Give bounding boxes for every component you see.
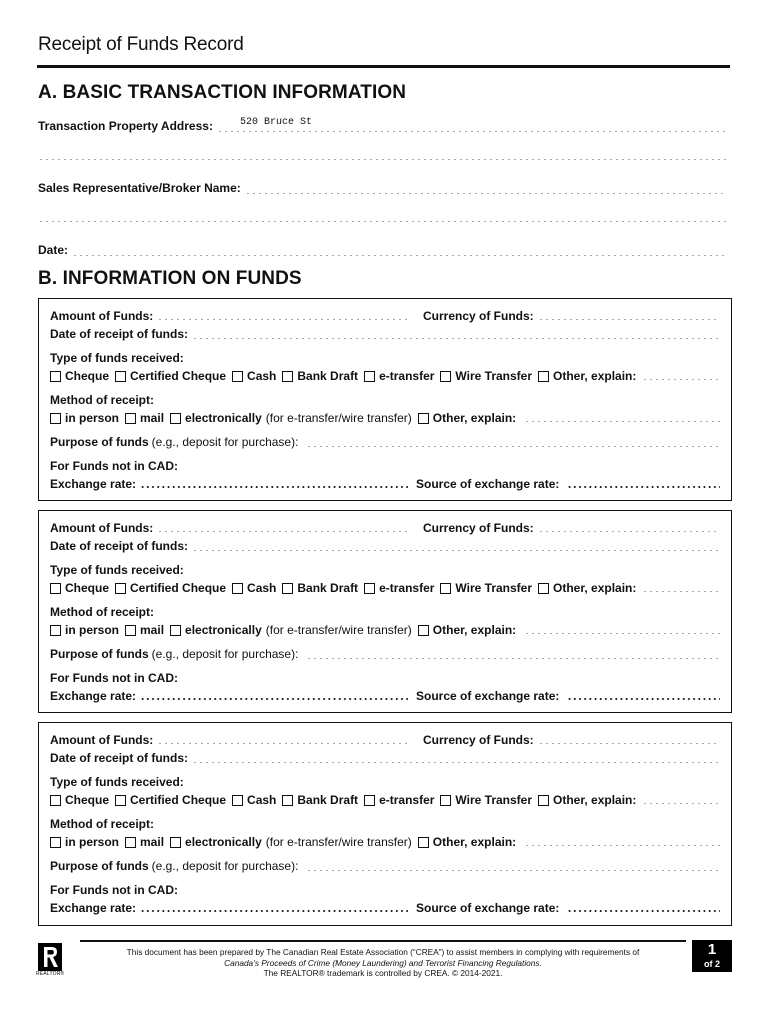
amount-currency-row [50,733,720,748]
type-label-row [50,351,720,366]
document-title: Receipt of Funds Record [38,34,244,55]
type-e-transfer-label: e-transfer [379,369,435,383]
type-e-transfer-label: e-transfer [379,793,435,807]
purpose-row [50,435,720,450]
type-cash-label: Cash [247,581,277,595]
purpose-field[interactable] [306,870,720,871]
funds-record-box [38,722,732,926]
exchange-rate-field[interactable] [140,486,408,488]
type-cheque-label: Cheque [65,581,110,595]
method-mail-label: mail [140,623,165,637]
type-bank-draft-label: Bank Draft [297,369,359,383]
not-cad-label: For Funds not in CAD: [50,883,178,897]
type-other-label: Other, explain: [553,369,637,383]
checkbox-cheque[interactable] [50,371,61,382]
type-certified-label: Certified Cheque [130,369,227,383]
purpose-label: Purpose of funds [50,435,149,449]
amount-label: Amount of Funds: [50,733,154,747]
method-label-row [50,817,720,832]
checkbox-e-transfer[interactable] [364,371,375,382]
purpose-label: Purpose of funds [50,647,149,661]
type-wire-label: Wire Transfer [455,369,533,383]
checkbox-in-person[interactable] [50,625,61,636]
exchange-source-label: Source of exchange rate: [416,477,560,491]
method-in-person-label: in person [65,835,120,849]
exchange-row [50,477,720,492]
method-mail-label: mail [140,411,165,425]
page-total: of 2 [703,959,720,969]
type-label-row [50,775,720,790]
funds-record-box [38,510,732,713]
checkbox-certified-cheque[interactable] [115,583,126,594]
type-other-field[interactable] [642,379,720,380]
exchange-rate-field[interactable] [140,910,408,912]
type-label-row [50,563,720,578]
type-label: Type of funds received: [50,351,184,365]
date-receipt-label: Date of receipt of funds: [50,751,189,765]
method-in-person-label: in person [65,623,120,637]
method-electronic-label: electronically [185,411,262,425]
exchange-source-field[interactable] [567,910,720,912]
rep-name-field[interactable] [245,193,726,194]
property-address-row [38,119,726,135]
type-other-label: Other, explain: [553,581,637,595]
type-other-field[interactable] [642,591,720,592]
currency-label: Currency of Funds: [423,521,534,535]
type-cheque-label: Cheque [65,793,110,807]
footer-line-2: Canada’s Proceeds of Crime (Money Laundering) and Terrorist Financing Regulations. [224,957,542,968]
date-receipt-row [50,539,720,554]
realtor-logo-icon [37,942,63,972]
date-field[interactable] [72,255,726,256]
amount-label: Amount of Funds: [50,521,154,535]
type-certified-label: Certified Cheque [130,581,227,595]
realtor-logo-text: REALTOR® [36,971,65,977]
type-options-row [50,581,720,596]
not-cad-row [50,459,720,474]
type-cash-label: Cash [247,793,277,807]
not-cad-row [50,883,720,898]
method-other-field[interactable] [524,633,720,634]
currency-field[interactable] [538,319,720,320]
funds-record-box [38,298,732,501]
date-receipt-row [50,327,720,342]
method-electronic-note: (for e-transfer/wire transfer) [265,411,412,425]
not-cad-label: For Funds not in CAD: [50,459,178,473]
checkbox-mail[interactable] [125,837,136,848]
amount-currency-row [50,309,720,324]
checkbox-cheque[interactable] [50,795,61,806]
method-other-field[interactable] [524,845,720,846]
checkbox-other-type[interactable] [538,583,549,594]
not-cad-row [50,671,720,686]
checkbox-wire-transfer[interactable] [440,795,451,806]
checkbox-in-person[interactable] [50,837,61,848]
section-a-heading: A. BASIC TRANSACTION INFORMATION [38,82,407,103]
method-other-field[interactable] [524,421,720,422]
footer-disclaimer [80,947,686,979]
date-receipt-label: Date of receipt of funds: [50,539,189,553]
method-options-row [50,411,720,426]
purpose-note: (e.g., deposit for purchase): [151,647,299,661]
footer-rule [80,940,686,942]
title-rule [37,65,730,68]
exchange-row [50,689,720,704]
method-options-row [50,835,720,850]
method-electronic-note: (for e-transfer/wire transfer) [265,835,412,849]
method-other-label: Other, explain: [432,835,517,849]
purpose-row [50,859,720,874]
checkbox-cash[interactable] [232,583,243,594]
rep-name-row [38,181,726,197]
page-number: 1 [707,941,717,958]
type-options-row [50,793,720,808]
page-number-badge [692,940,732,972]
checkbox-mail[interactable] [125,625,136,636]
checkbox-certified-cheque[interactable] [115,795,126,806]
type-e-transfer-label: e-transfer [379,581,435,595]
purpose-field[interactable] [306,658,720,659]
purpose-label: Purpose of funds [50,859,149,873]
type-wire-label: Wire Transfer [455,793,533,807]
exchange-rate-label: Exchange rate: [50,477,137,491]
method-other-label: Other, explain: [432,411,517,425]
type-label: Type of funds received: [50,563,184,577]
rep-name-label: Sales Representative/Broker Name: [38,181,241,195]
type-other-label: Other, explain: [553,793,637,807]
date-receipt-row [50,751,720,766]
checkbox-in-person[interactable] [50,413,61,424]
method-label-row [50,393,720,408]
footer-line-1: This document has been prepared by The Canadian Real Estate Association (“CREA”) to assist members in complying with requirements of [126,947,640,957]
currency-field[interactable] [538,743,720,744]
type-options-row [50,369,720,384]
date-receipt-field[interactable] [192,762,720,763]
checkbox-cheque[interactable] [50,583,61,594]
date-label: Date: [38,243,69,257]
exchange-row [50,901,720,916]
checkbox-bank-draft[interactable] [282,371,293,382]
method-options-row [50,623,720,638]
amount-field[interactable] [157,319,411,320]
date-receipt-field[interactable] [192,338,720,339]
checkbox-cash[interactable] [232,371,243,382]
property-address-line-2[interactable] [38,159,726,160]
method-label: Method of receipt: [50,605,154,619]
amount-currency-row [50,521,720,536]
checkbox-other-type[interactable] [538,795,549,806]
method-in-person-label: in person [65,411,120,425]
method-other-label: Other, explain: [432,623,517,637]
currency-field[interactable] [538,531,720,532]
checkbox-electronically[interactable] [170,413,181,424]
exchange-source-label: Source of exchange rate: [416,901,560,915]
type-other-field[interactable] [642,803,720,804]
exchange-rate-label: Exchange rate: [50,689,137,703]
checkbox-other-method[interactable] [418,625,429,636]
exchange-rate-label: Exchange rate: [50,901,137,915]
amount-field[interactable] [157,743,411,744]
property-address-label: Transaction Property Address: [38,119,213,133]
checkbox-e-transfer[interactable] [364,583,375,594]
type-label: Type of funds received: [50,775,184,789]
purpose-field[interactable] [306,446,720,447]
currency-label: Currency of Funds: [423,309,534,323]
section-b-heading: B. INFORMATION ON FUNDS [38,268,302,289]
date-receipt-field[interactable] [192,550,720,551]
checkbox-bank-draft[interactable] [282,795,293,806]
rep-name-line-2[interactable] [38,221,726,222]
type-cheque-label: Cheque [65,369,110,383]
footer-line-3: The REALTOR® trademark is controlled by CREA. © 2014-2021. [263,968,503,978]
amount-field[interactable] [157,531,411,532]
type-bank-draft-label: Bank Draft [297,793,359,807]
type-bank-draft-label: Bank Draft [297,581,359,595]
checkbox-bank-draft[interactable] [282,583,293,594]
type-certified-label: Certified Cheque [130,793,227,807]
not-cad-label: For Funds not in CAD: [50,671,178,685]
purpose-note: (e.g., deposit for purchase): [151,859,299,873]
checkbox-electronically[interactable] [170,625,181,636]
checkbox-certified-cheque[interactable] [115,371,126,382]
checkbox-other-method[interactable] [418,837,429,848]
amount-label: Amount of Funds: [50,309,154,323]
checkbox-other-type[interactable] [538,371,549,382]
checkbox-wire-transfer[interactable] [440,583,451,594]
checkbox-mail[interactable] [125,413,136,424]
checkbox-other-method[interactable] [418,413,429,424]
method-electronic-note: (for e-transfer/wire transfer) [265,623,412,637]
method-label: Method of receipt: [50,393,154,407]
exchange-source-field[interactable] [567,486,720,488]
method-mail-label: mail [140,835,165,849]
method-label: Method of receipt: [50,817,154,831]
checkbox-e-transfer[interactable] [364,795,375,806]
property-address-value: 520 Bruce St [240,117,313,128]
date-receipt-label: Date of receipt of funds: [50,327,189,341]
method-electronic-label: electronically [185,623,262,637]
purpose-row [50,647,720,662]
date-row [38,243,726,259]
method-label-row [50,605,720,620]
currency-label: Currency of Funds: [423,733,534,747]
checkbox-electronically[interactable] [170,837,181,848]
exchange-rate-field[interactable] [140,698,408,700]
type-wire-label: Wire Transfer [455,581,533,595]
exchange-source-field[interactable] [567,698,720,700]
checkbox-cash[interactable] [232,795,243,806]
checkbox-wire-transfer[interactable] [440,371,451,382]
exchange-source-label: Source of exchange rate: [416,689,560,703]
purpose-note: (e.g., deposit for purchase): [151,435,299,449]
type-cash-label: Cash [247,369,277,383]
property-address-field[interactable] [217,131,726,132]
method-electronic-label: electronically [185,835,262,849]
